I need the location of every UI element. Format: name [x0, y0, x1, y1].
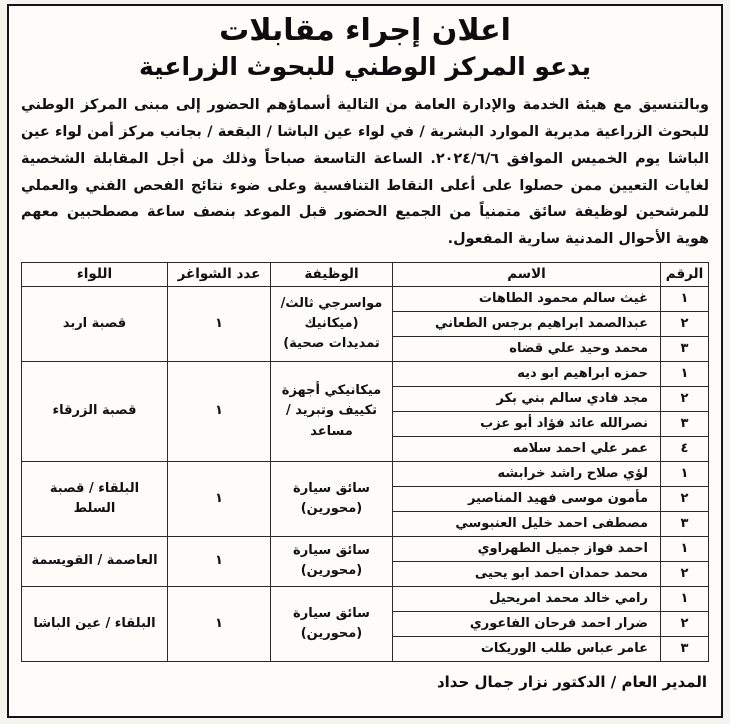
district-name: قصبة اربد — [22, 286, 168, 361]
vacancies-count: ١ — [168, 586, 271, 661]
candidate-name: مأمون موسى فهيد المناصير — [393, 486, 661, 511]
announcement-body: وبالتنسيق مع هيئة الخدمة والإدارة العامة من التالية أسماؤهم الحضور إلى مبنى المركز الوطني للبحوث الزراعية مديرية الموارد البشرية / في لواء عين الباشا / البقعة / بجانب مركز أمن لواء عين الباشا يوم الخميس الموافق ٢٠٢٤/٦/٦. الساعة التاسعة صباحاً وذلك من أجل المقابلة الشخصية لغايات التعيين ممن حصلوا على أعلى النقاط التنافسية وعلى ضوء نتائج الفحص الفني والعملي للمرشحين لوظيفة سائق متمنياً من الجميع الحضور قبل الموعد بنصف ساعة مصطحبين معهم هوية الأحوال المدنية سارية المفعول. — [21, 97, 709, 248]
job-title: سائق سيارة (محورين) — [271, 536, 393, 586]
table-row — [22, 361, 709, 386]
announcement-title: اعلان إجراء مقابلات — [219, 13, 511, 48]
job-title: سائق سيارة (محورين) — [271, 586, 393, 661]
announcement-subtitle: يدعو المركز الوطني للبحوث الزراعية — [139, 51, 591, 81]
table-body — [22, 286, 709, 661]
job-title: مواسرجي ثالث/ (ميكانيك تمديدات صحية) — [271, 286, 393, 361]
candidate-name: نصرالله عائد فؤاد أبو عزب — [393, 411, 661, 436]
candidate-name: ضرار احمد فرحان الفاعوري — [393, 611, 661, 636]
row-number: ٢ — [661, 486, 709, 511]
candidates-table — [21, 262, 709, 662]
district-name: العاصمة / القويسمة — [22, 536, 168, 586]
row-number: ١ — [661, 361, 709, 386]
table-row — [22, 536, 709, 561]
row-number: ٣ — [661, 411, 709, 436]
column-header-district: اللواء — [22, 262, 168, 286]
candidate-name: لؤي صلاح راشد خرابشه — [393, 461, 661, 486]
candidate-name: محمد حمدان احمد ابو يحيى — [393, 561, 661, 586]
candidate-name: حمزه ابراهيم ابو ديه — [393, 361, 661, 386]
row-number: ١ — [661, 586, 709, 611]
job-title: ميكانيكي أجهزة تكييف وتبريد / مساعد — [271, 361, 393, 461]
announcement-frame — [7, 4, 723, 718]
candidate-name: عبدالصمد ابراهيم برجس الطعاني — [393, 311, 661, 336]
row-number: ٣ — [661, 636, 709, 661]
candidate-name: رامي خالد محمد امريحيل — [393, 586, 661, 611]
row-number: ٢ — [661, 611, 709, 636]
vacancies-count: ١ — [168, 361, 271, 461]
row-number: ٢ — [661, 311, 709, 336]
candidate-name: عامر عباس طلب الوريكات — [393, 636, 661, 661]
column-header-job: الوظيفة — [271, 262, 393, 286]
row-number: ٣ — [661, 511, 709, 536]
candidate-name: مصطفى احمد خليل العنبوسي — [393, 511, 661, 536]
candidate-name: مجد فادي سالم بني بكر — [393, 386, 661, 411]
row-number: ١ — [661, 461, 709, 486]
row-number: ١ — [661, 536, 709, 561]
row-number: ٢ — [661, 561, 709, 586]
column-header-name: الاسم — [393, 262, 661, 286]
signature-line: المدير العام / الدكتور نزار جمال حداد — [436, 672, 707, 691]
row-number: ٣ — [661, 336, 709, 361]
table-row — [22, 586, 709, 611]
vacancies-count: ١ — [168, 461, 271, 536]
district-name: قصبة الزرقاء — [22, 361, 168, 461]
row-number: ٢ — [661, 386, 709, 411]
column-header-vacancies: عدد الشواغر — [168, 262, 271, 286]
district-name: البلقاء / عين الباشا — [22, 586, 168, 661]
job-title: سائق سيارة (محورين) — [271, 461, 393, 536]
column-header-number: الرقم — [661, 262, 709, 286]
candidate-name: احمد فواز جميل الطهراوي — [393, 536, 661, 561]
table-header-row — [22, 262, 709, 286]
district-name: البلقاء / قصبة السلط — [22, 461, 168, 536]
table-row — [22, 286, 709, 311]
row-number: ١ — [661, 286, 709, 311]
vacancies-count: ١ — [168, 536, 271, 586]
table-row — [22, 461, 709, 486]
candidate-name: محمد وحيد علي قضاه — [393, 336, 661, 361]
candidate-name: عمر علي احمد سلامه — [393, 436, 661, 461]
row-number: ٤ — [661, 436, 709, 461]
candidate-name: غيث سالم محمود الطاهات — [393, 286, 661, 311]
vacancies-count: ١ — [168, 286, 271, 361]
